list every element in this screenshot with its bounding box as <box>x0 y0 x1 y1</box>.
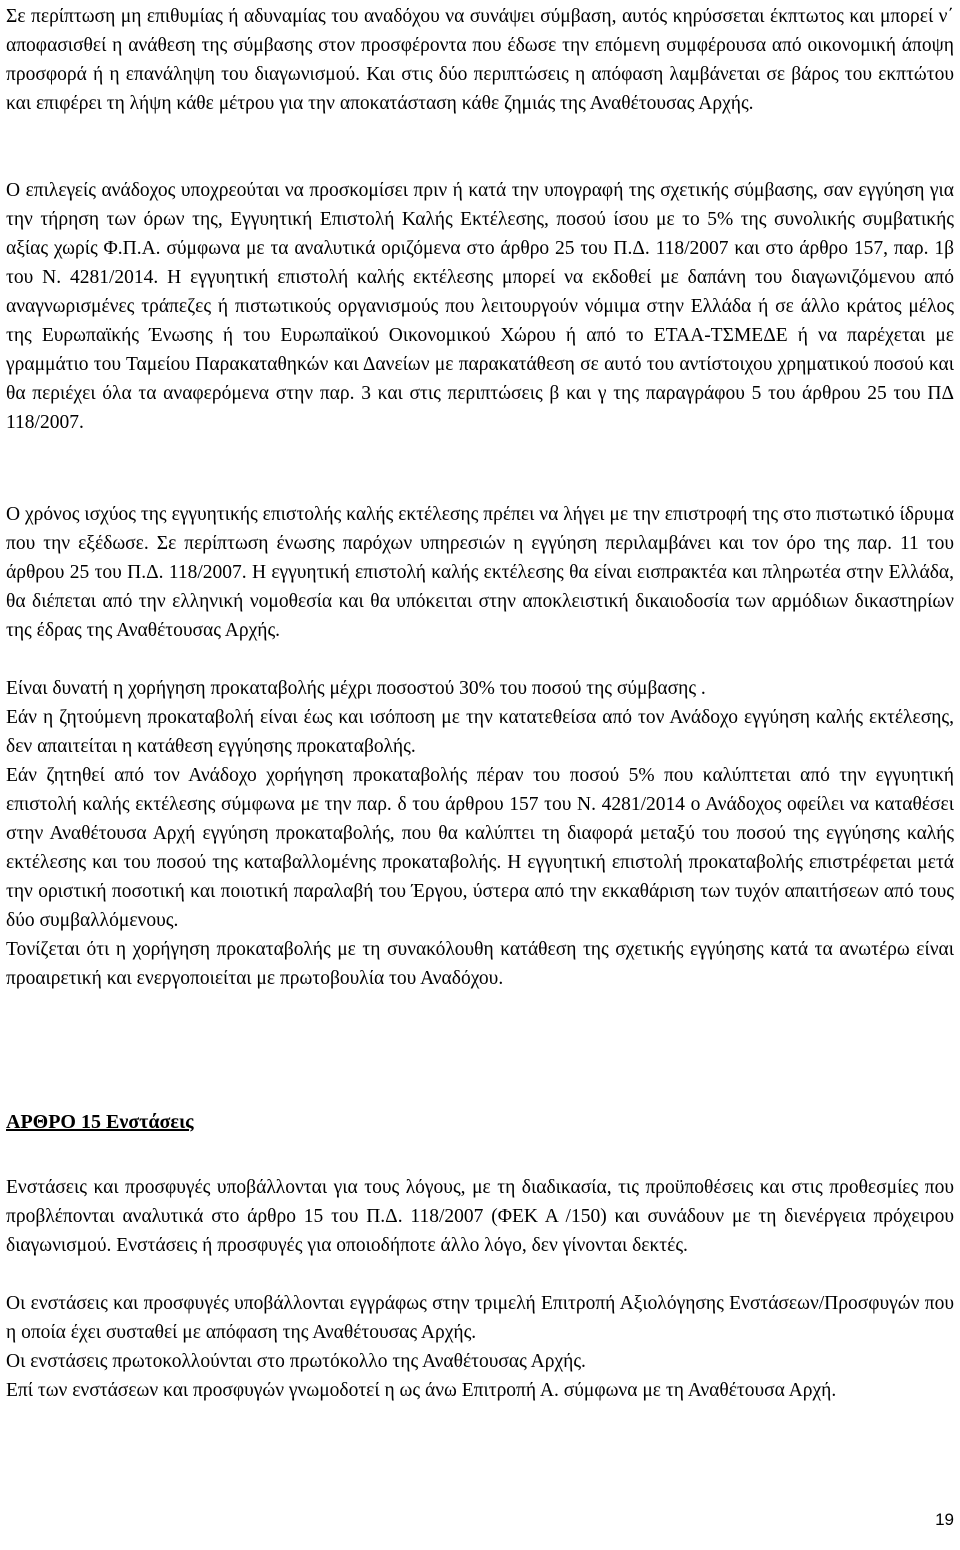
paragraph-guarantee-validity: Ο χρόνος ισχύος της εγγυητικής επιστολής καλής εκτέλεσης πρέπει να λήγει με την επιστροφή της στο πιστωτικό ίδρυμα που την εξέδωσε. Σε περίπτωση ένωσης παρόχων υπηρεσιών η εγγύηση περιλαμβάνει και τον όρο της παρ. 11 του άρθρου 25 του Π.Δ. 118/2007. Η εγγυητική επιστολή καλής εκτέλεσης θα είναι εισπρακτέα και πληρωτέα στην Ελλάδα, θα διέπεται από την ελληνική νομοθεσία και θα υπόκειται στην αποκλειστική δικαιοδοσία των αρμόδιων δικαστηρίων της έδρας της Αναθέτουσας Αρχής. <box>6 504 954 641</box>
paragraph-contractor-default: Σε περίπτωση μη επιθυμίας ή αδυναμίας του αναδόχου να συνάψει σύμβαση, αυτός κηρύσσεται έκπτωτος και μπορεί ν΄ αποφασισθεί η ανάθεση της σύμβασης στον προσφέροντα που έδωσε την επόμενη συμφέρουσα από οικονομική άποψη προσφορά ή η επανάληψη του διαγωνισμού. Και στις δύο περιπτώσεις η απόφαση λαμβάνεται σε βάρος του εκπτώτου και επιφέρει τη λήψη κάθε μέτρου για την αποκατάσταση κάθε ζημιάς της Αναθέτουσας Αρχής. <box>6 6 954 114</box>
section-heading: ΑΡΘΡΟ 15 Ενστάσεις <box>6 1111 194 1133</box>
paragraph-objections-opinion: Επί των ενστάσεων και προσφυγών γνωμοδοτεί η ως άνω Επιτροπή Α. σύμφωνα με τη Αναθέτουσα Αρχή. <box>6 1380 837 1401</box>
paragraph-objections-registration: Οι ενστάσεις πρωτοκολλούνται στο πρωτόκολλο της Αναθέτουσας Αρχής. <box>6 1351 586 1372</box>
paragraph-objections-submission: Οι ενστάσεις και προσφυγές υποβάλλονται εγγράφως στην τριμελή Επιτροπή Αξιολόγησης Ενστάσεων/Προσφυγών που η οποία έχει συσταθεί με απόφαση της Αναθέτουσας Αρχής. <box>6 1293 954 1343</box>
paragraph-advance-guarantee: Εάν ζητηθεί από τον Ανάδοχο χορήγηση προκαταβολής πέραν του ποσού 5% που καλύπτεται από την εγγυητική επιστολή καλής εκτέλεσης σύμφωνα με την παρ. δ του άρθρου 157 του Ν. 4281/2014 ο Ανάδοχος οφείλει να καταθέσει στην Αναθέτουσα Αρχή εγγύηση προκαταβολής, που θα καλύπτει τη διαφορά μεταξύ του ποσού της εγγύησης καλής εκτέλεσης και του ποσού της καταβαλλομένης προκαταβολής. Η εγγυητική επιστολή προκαταβολής επιστρέφεται μετά την οριστική ποσοτική και ποιοτική παραλαβή του Έργου, ύστερα από την εκκαθάριση των τυχόν απαιτήσεων από τους δύο συμβαλλόμενους. <box>6 765 954 931</box>
paragraph-advance-payment: Είναι δυνατή η χορήγηση προκαταβολής μέχρι ποσοστού 30% του ποσού της σύμβασης . <box>6 678 706 699</box>
paragraph-objections-grounds: Ενστάσεις και προσφυγές υποβάλλονται για τους λόγους, με τη διαδικασία, τις προϋποθέσεις και στις προθεσμίες που προβλέπονται αναλυτικά στο άρθρο 15 του Π.Δ. 118/2007 (ΦΕΚ Α /150) και συνάδουν με τη διενέργεια πρόχειρου διαγωνισμού. Ενστάσεις ή προσφυγές για οποιοδήποτε άλλο λόγο, δεν γίνονται δεκτές. <box>6 1177 954 1256</box>
paragraph-performance-guarantee: Ο επιλεγείς ανάδοχος υποχρεούται να προσκομίσει πριν ή κατά την υπογραφή της σχετικής σύμβασης, σαν εγγύηση για την τήρηση των όρων της, Εγγυητική Επιστολή Καλής Εκτέλεσης, ποσού ίσου με το 5% της συνολικής συμβατικής αξίας χωρίς Φ.Π.Α. σύμφωνα με τα αναλυτικά οριζόμενα στο άρθρο 25 του Π.Δ. 118/2007 και στο άρθρο 157, παρ. 1β του Ν. 4281/2014. Η εγγυητική επιστολή καλής εκτέλεσης μπορεί να εκδοθεί με δαπάνη του διαγωνιζόμενου από αναγνωρισμένες τράπεζες ή πιστωτικούς οργανισμούς που λειτουργούν νόμιμα στην Ελλάδα ή σε άλλο κράτος μέλος της Ευρωπαϊκής Ένωσης ή του Ευρωπαϊκού Οικονομικού Χώρου ή από το ΕΤΑΑ-ΤΣΜΕΔΕ ή να παρέχεται με γραμμάτιο του Ταμείου Παρακαταθηκών και Δανείων με παρακατάθεση σε αυτό του αντίστοιχου χρηματικού ποσού και θα περιέχει όλα τα αναφερόμενα στην παρ. 3 και στις περιπτώσεις β και γ της παραγράφου 5 του άρθρου 25 του ΠΔ 118/2007. <box>6 180 954 433</box>
page-number: 19 <box>935 1510 954 1529</box>
paragraph-advance-equal-guarantee: Εάν η ζητούμενη προκαταβολή είναι έως και ισόποση με την κατατεθείσα από τον Ανάδοχο εγγύηση καλής εκτέλεσης, δεν απαιτείται η κατάθεση εγγύησης προκαταβολής. <box>6 707 954 757</box>
paragraph-advance-optional: Τονίζεται ότι η χορήγηση προκαταβολής με τη συνακόλουθη κατάθεση της σχετικής εγγύησης κατά τα ανωτέρω είναι προαιρετική και ενεργοποιείται με πρωτοβουλία του Αναδόχου. <box>6 939 954 989</box>
